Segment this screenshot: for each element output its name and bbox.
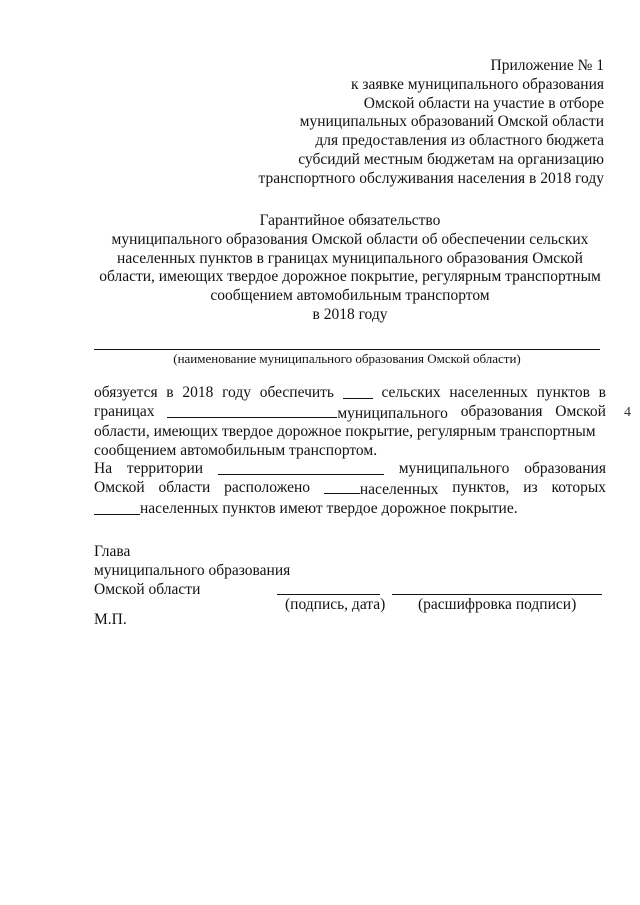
appendix-line: Приложение № 1 <box>490 57 604 74</box>
word: сельских <box>381 384 441 401</box>
settlements-count-blank[interactable] <box>343 384 373 399</box>
title-line: области, имеющих твердое дорожное покрытие, регулярным транспортным <box>99 268 601 286</box>
appendix-line: муниципальных образований Омской области <box>299 113 604 131</box>
appendix-line: субсидий местным бюджетам на организацию <box>298 150 604 168</box>
word: Омской <box>555 402 606 420</box>
text-span: населенных пунктов имеют твердое дорожное покрытие. <box>140 499 518 517</box>
signatory-line: муниципального образования <box>94 561 291 579</box>
text-span: сообщением автомобильным транспортом. <box>94 441 378 459</box>
appendix-line: Омской области на участие в отборе <box>363 94 604 112</box>
title-line: муниципального образования Омской области об обеспечении сельских <box>111 230 589 248</box>
word: из <box>523 478 538 496</box>
located-settlements-blank[interactable] <box>324 479 360 494</box>
word: образования <box>460 402 543 420</box>
signature-decode-caption: (расшифровка подписи) <box>418 596 577 613</box>
word: обеспечить <box>259 384 335 401</box>
obligation-text <box>94 384 606 518</box>
word: в <box>598 384 606 401</box>
signature-date-field[interactable] <box>277 594 380 595</box>
appendix-line: к заявке муниципального образования <box>350 75 604 93</box>
word: На <box>94 460 113 478</box>
word: в <box>166 384 174 401</box>
appendix-line: транспортного обслуживания населения в 2018 году <box>258 169 604 187</box>
word: которых <box>551 478 606 496</box>
territory-municipality-blank[interactable] <box>218 460 384 475</box>
word: муниципального <box>337 404 448 422</box>
signatory-line: Глава <box>94 543 131 560</box>
title-line: в 2018 году <box>312 305 388 323</box>
word: году <box>222 384 251 401</box>
word: расположено <box>224 478 311 496</box>
word: обязуется <box>94 384 158 401</box>
text-span: области, имеющих твердое дорожное покрытие, регулярным транспортным <box>94 423 596 441</box>
municipality-name-caption: (наименование муниципального образования Омской области) <box>173 351 521 366</box>
word: пунктов <box>536 384 590 401</box>
text-line <box>94 403 606 424</box>
document-title <box>94 212 606 325</box>
text-line <box>94 384 606 403</box>
word: Омской <box>94 478 145 496</box>
appendix-line: для предоставления из областного бюджета <box>315 132 604 150</box>
appendix-header <box>184 57 604 189</box>
word: населенных <box>359 480 439 498</box>
stamp-place: М.П. <box>94 611 127 628</box>
word: пунктов, <box>452 478 510 496</box>
margin-mark: 4 <box>624 405 631 420</box>
word: муниципального <box>398 460 510 478</box>
text-line <box>94 423 606 442</box>
word: границах <box>94 402 155 420</box>
signatory-line: Омской области <box>94 580 201 598</box>
word: населенных <box>449 384 528 401</box>
boundaries-municipality-blank[interactable] <box>167 403 337 418</box>
signature-date-caption: (подпись, дата) <box>285 596 386 613</box>
paved-settlements-blank[interactable] <box>94 500 140 515</box>
title-line: населенных пунктов в границах муниципального образования Омской <box>117 249 583 267</box>
word: области <box>158 478 211 496</box>
word: территории <box>126 460 204 478</box>
signature-decode-field[interactable] <box>392 594 602 595</box>
word: образования <box>524 460 606 478</box>
text-line <box>94 460 606 479</box>
text-line <box>94 500 606 519</box>
title-line: сообщением автомобильным транспортом <box>210 287 490 305</box>
title-line: Гарантийное обязательство <box>259 212 441 229</box>
municipality-name-field[interactable] <box>94 349 600 350</box>
word: 2018 <box>182 384 214 401</box>
text-line <box>94 479 606 500</box>
text-line <box>94 442 606 461</box>
signatory-block <box>94 543 290 599</box>
